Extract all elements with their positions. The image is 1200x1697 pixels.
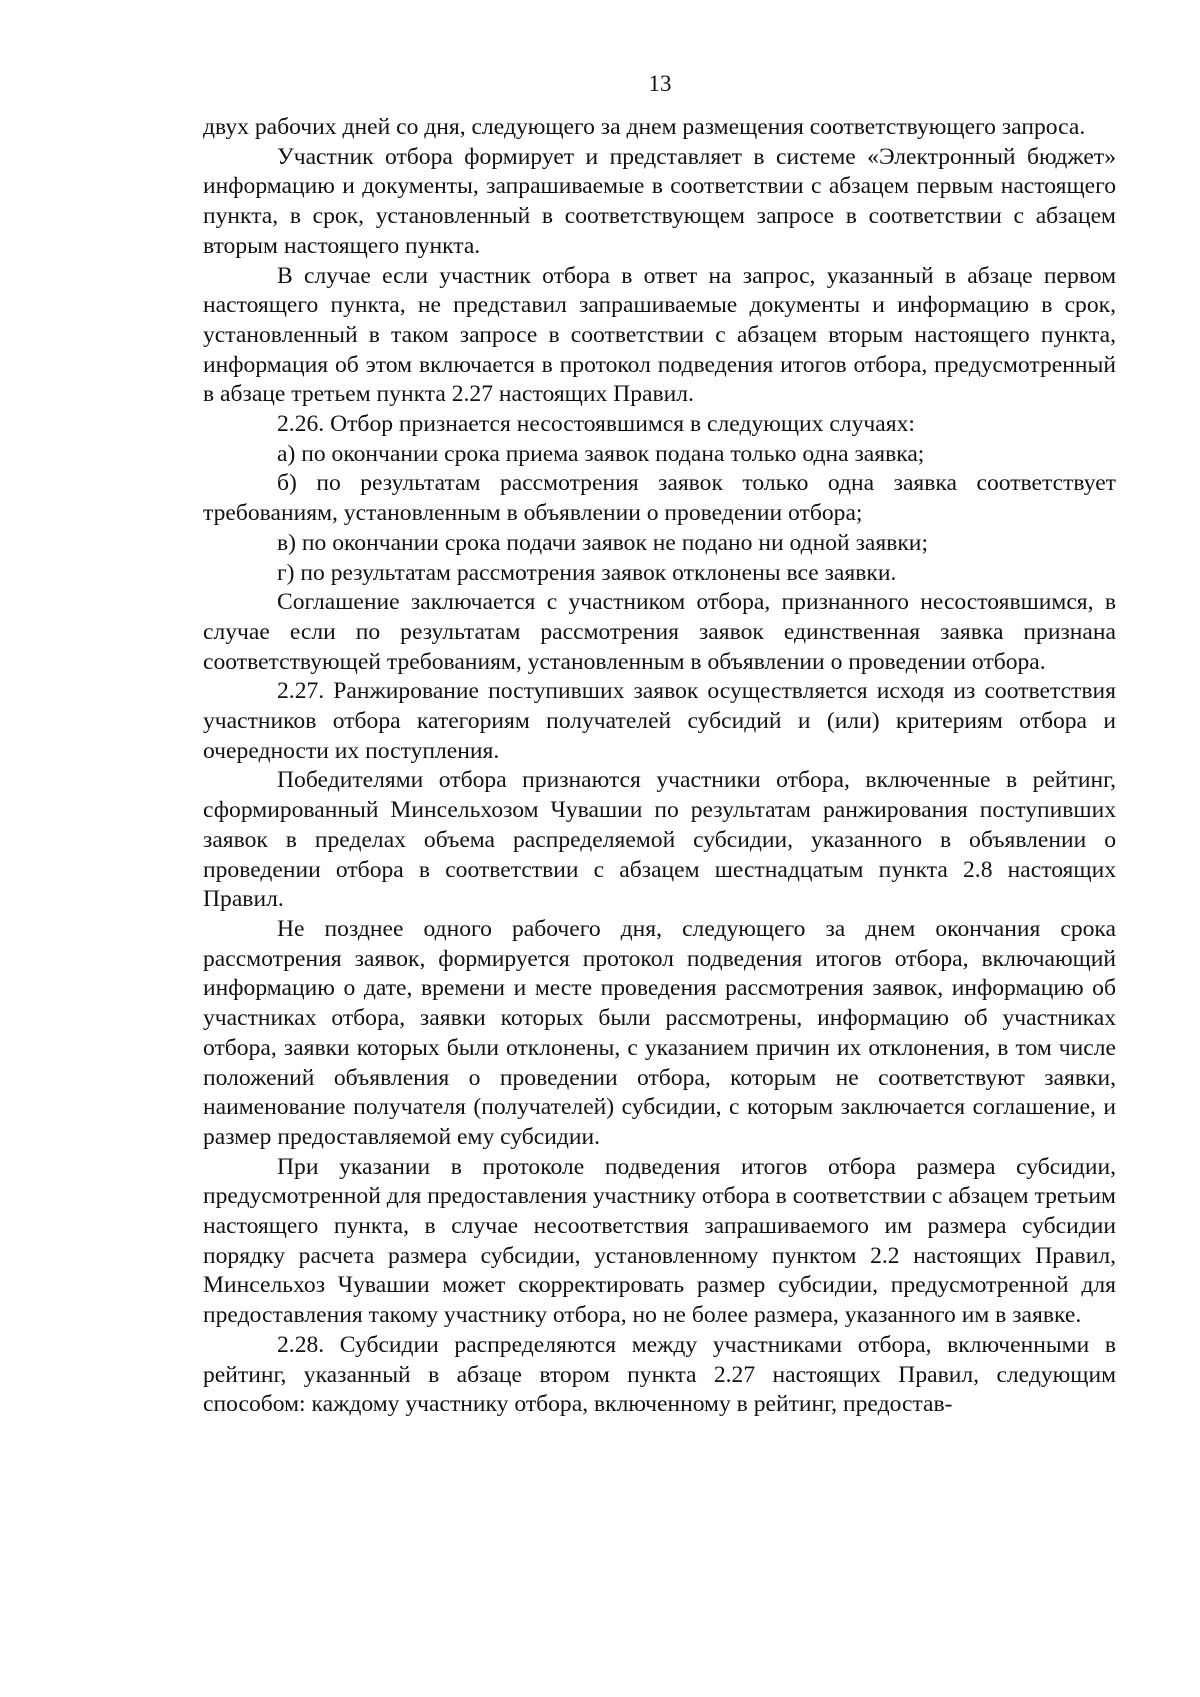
paragraph: Не позднее одного рабочего дня, следующего за днем окончания срока рассмотрения заявок, формируется протокол подведения итогов отбора, включающий информацию о дате, времени и месте проведения рассмотрения заявок, информацию об участниках отбора, заявки которых были рассмотрены, информацию об участниках отбора, заявки которых были отклонены, с указанием причин их отклонения, в том числе положений объявления о проведении отбора, которым не соответствуют заявки, наименование получателя (получателей) субсидии, с которым заключается соглашение, и размер предоставляемой ему субсидии. bbox=[203, 915, 1116, 1150]
paragraph: В случае если участник отбора в ответ на запрос, указанный в абзаце первом настоящего пункта, не представил запрашиваемые документы и информацию в срок, установленный в таком запросе в соответствии с абзацем вторым настоящего пункта, информация об этом включается в протокол подведения итогов отбора, предусмотренный в абзаце третьем пункта 2.27 настоящих Правил. bbox=[203, 262, 1116, 408]
paragraph: 2.28. Субсидии распределяются между участниками отбора, включенными в рейтинг, указанный в абзаце втором пункта 2.27 настоящих Правил, следующим способом: каждому участнику отбора, включенному в рейтинг, предостав- bbox=[203, 1331, 1116, 1418]
paragraph: Победителями отбора признаются участники отбора, включенные в рейтинг, сформированный Минсельхозом Чувашии по результатам ранжирования поступивших заявок в пределах объема распределяемой субсидии, указанного в объявлении о проведении отбора в соответствии с абзацем шестнадцатым пункта 2.8 настоящих Правил. bbox=[203, 767, 1116, 913]
page-number: 13 bbox=[648, 71, 672, 96]
list-item: г) по результатам рассмотрения заявок отклонены все заявки. bbox=[277, 559, 897, 586]
paragraph: Соглашение заключается с участником отбора, признанного несостоявшимся, в случае если по результатам рассмотрения заявок единственная заявка признана соответствующей требованиям, установленным в объявлении о проведении отбора. bbox=[203, 589, 1116, 675]
list-item: в) по окончании срока подачи заявок не подано ни одной заявки; bbox=[277, 529, 928, 556]
paragraph: При указании в протоколе подведения итогов отбора размера субсидии, предусмотренной для предоставления участнику отбора в соответствии с абзацем третьим настоящего пункта, в случае несоответствия запрашиваемого им размера субсидии порядку расчета размера субсидии, установленному пунктом 2.2 настоящих Правил, Минсельхоз Чувашии может скорректировать размер субсидии, предусмотренной для предоставления такому участнику отбора, но не более размера, указанного им в заявке. bbox=[203, 1153, 1116, 1329]
list-item: а) по окончании срока приема заявок подана только одна заявка; bbox=[277, 440, 925, 467]
paragraph: 2.27. Ранжирование поступивших заявок осуществляется исходя из соответствия участников отбора категориям получателей субсидий и (или) критериям отбора и очередности их поступления. bbox=[203, 678, 1116, 764]
list-item: б) по результатам рассмотрения заявок только одна заявка соответствует требованиям, установленным в объявлении о проведении отбора; bbox=[203, 470, 1116, 527]
paragraph: двух рабочих дней со дня, следующего за днем размещения соответствующего запроса. bbox=[203, 114, 1086, 140]
document-body bbox=[203, 113, 1116, 1420]
paragraph: 2.26. Отбор признается несостоявшимся в следующих случаях: bbox=[277, 411, 915, 438]
paragraph: Участник отбора формирует и представляет в системе «Электронный бюджет» информацию и документы, запрашиваемые в соответствии с абзацем первым настоящего пункта, в срок, установленный в соответствующем запросе в соответствии с абзацем вторым настоящего пункта. bbox=[203, 143, 1116, 259]
